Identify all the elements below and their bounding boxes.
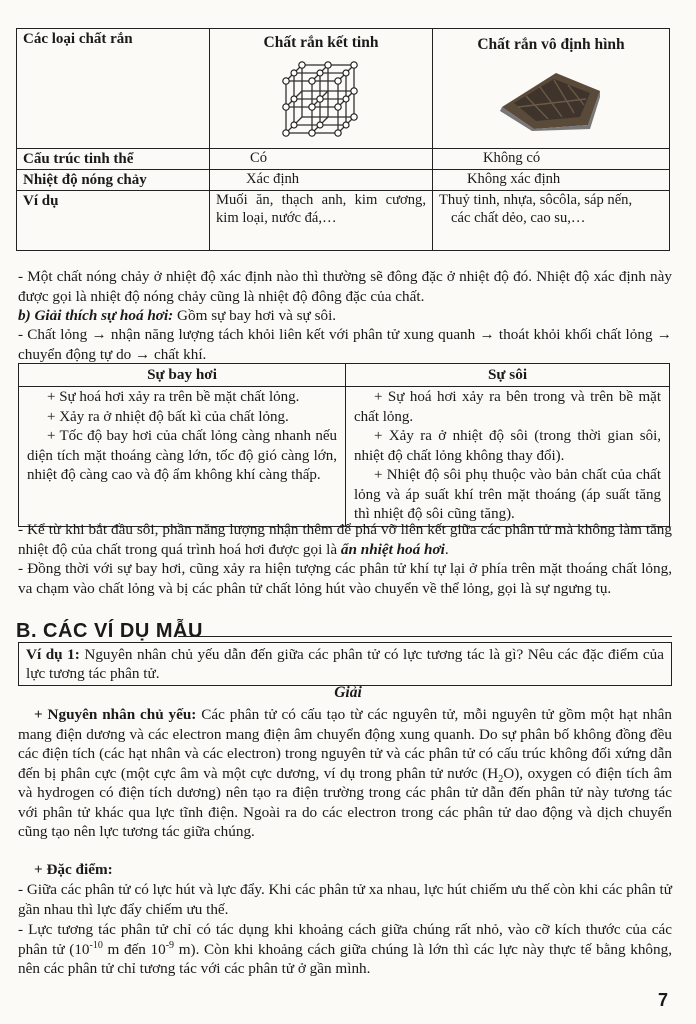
cause-paragraph — [18, 705, 672, 842]
melting-paragraph: - Một chất nóng chảy ở nhiệt độ xác định nào thì thường sẽ đông đặc ở nhiệt độ đó. Nhiệt độ xác định này được gọi là nhiệt độ nóng chảy cũng là nhiệt độ đông đặc của chất. — [18, 268, 672, 305]
solid-types-table — [16, 28, 670, 251]
section-title: B. CÁC VÍ DỤ MẪU — [16, 620, 203, 642]
features-paragraph-2 — [18, 920, 672, 979]
cause-text-b: O), oxygen có điện tích âm và hydrogen có điện tích dương) nên tạo ra điện trường trong các phân tử dẫn đến phân tử này tương tác với phân tử khác qua lực tĩnh điện. Ngoài ra do các electron trong các phân tử dao động và dịch chuyển cũng tạo nên lực tương tác giữa chúng. — [18, 764, 673, 840]
boiling-point-3: + Nhiệt độ sôi phụ thuộc vào bản chất của chất lỏng và áp suất khí trên mặt thoáng (áp suất tăng thì nhiệt độ sôi cũng tăng). — [354, 467, 661, 522]
boiling-header: Sự sôi — [346, 364, 670, 387]
section-divider — [178, 636, 672, 637]
features-heading: + Đặc điểm: — [34, 861, 113, 878]
example-1-box — [18, 642, 672, 686]
features-p2-a: - Lực tương tác phân tử chỉ có tác dụng khi khoảng cách giữa chúng rất nhỏ, vào cỡ kích thước của các phân tử (10 — [18, 921, 672, 958]
cause-heading: + Nguyên nhân chủ yếu: — [34, 706, 197, 723]
features-p2-b: m đến 10 — [102, 940, 166, 958]
features-paragraph-1: - Giữa các phân tử có lực hút và lực đẩy. Khi các phân tử xa nhau, lực hút chiếm ưu thế còn khi các phân tử gần nhau thì lực đẩy chiếm ưu thế. — [18, 881, 672, 918]
crystal-structure-value: Có — [210, 148, 433, 169]
crystal-melting-value: Xác định — [210, 170, 433, 191]
crystal-example-value: Muối ăn, thạch anh, kim cương, kim loại, nước đá,… — [210, 191, 433, 251]
latent-heat-term: ẩn nhiệt hoá hơi — [340, 540, 445, 558]
latent-heat-paragraph — [18, 520, 672, 559]
chocolate-image — [439, 67, 663, 137]
solution-heading: Giải — [334, 684, 362, 701]
vaporization-heading-paragraph — [18, 306, 672, 326]
latent-heat-text: - Kể từ khi bắt đầu sôi, phần năng lượng nhận thêm để phá vỡ liên kết giữa các phân tử mà không làm tăng nhiệt độ của chất trong quá trình hoá hơi được gọi là — [18, 521, 672, 558]
evaporation-boiling-table — [18, 363, 670, 527]
row-label-structure: Cấu trúc tinh thể — [17, 148, 210, 169]
amorphous-example-line2: các chất dẻo, cao su,… — [451, 210, 586, 227]
example-1-question: Nguyên nhân chủ yếu dẫn đến giữa các phân tử có lực tương tác là gì? Nêu các đặc điểm của lực tương tác phân tử. — [26, 646, 664, 682]
row-label-melting: Nhiệt độ nóng chảy — [17, 170, 210, 191]
amorphous-melting-value: Không xác định — [433, 170, 670, 191]
exponent-1: -10 — [89, 939, 103, 951]
boiling-cell — [346, 387, 670, 527]
page-number: 7 — [657, 990, 668, 1010]
liquid-to-gas-paragraph: - Chất lỏng → nhận năng lượng tách khỏi liên kết với phân tử xung quanh → thoát khỏi khối chất lỏng → chuyển động tự do → chất khí. — [18, 326, 672, 363]
amorphous-example-line1: Thuỷ tinh, nhựa, sôcôla, sáp nến, — [439, 192, 633, 209]
boiling-point-1: + Sự hoá hơi xảy ra bên trong và trên bề mặt chất lỏng. — [354, 389, 661, 425]
features-p2-c: m). Còn khi khoảng cách giữa chúng là lớn thì các lực này thực tế bằng không, nên các phân tử chỉ tương tác với các phân tử ở gần mình. — [18, 940, 673, 977]
evaporation-point-2: + Xảy ra ở nhiệt độ bất kì của chất lỏng. — [47, 408, 289, 425]
evaporation-point-3: + Tốc độ bay hơi của chất lỏng càng nhanh nếu diện tích mặt thoáng càng lớn, tốc độ gió càng lớn, nhiệt độ càng cao và độ ẩm không khí càng thấp. — [27, 428, 337, 483]
water-subscript: 2 — [498, 773, 504, 785]
evaporation-cell — [19, 387, 346, 527]
vaporization-intro: Gồm sự bay hơi và sự sôi. — [173, 307, 337, 324]
crystal-lattice-icon — [280, 59, 362, 141]
exponent-2: -9 — [165, 939, 175, 951]
cause-text-a: Các phân tử có cấu tạo từ các nguyên tử, mỗi nguyên tử gồm một hạt nhân mang điện dương và các electron mang điện âm chuyển động xung quanh. Do sự phân bố không đồng đều các điện tích (các hạt nhân và các electron) trong nguyên tử và các phân tử có cấu trúc không đối xứng dẫn đến bị phân cực (một cực âm và một cực dương, ví dụ trong phân tử nước (H — [18, 706, 672, 782]
row-label-example: Ví dụ — [17, 191, 210, 251]
table-header-types: Các loại chất rắn — [17, 29, 210, 149]
crystal-header: Chất rắn kết tinh — [263, 34, 379, 51]
amorphous-structure-value: Không có — [433, 148, 670, 169]
crystal-lattice-image — [216, 59, 426, 147]
crystal-column — [210, 29, 433, 149]
vaporization-heading: b) Giải thích sự hoá hơi: — [18, 307, 174, 324]
example-1-label: Ví dụ 1: — [26, 646, 80, 663]
latent-heat-end: . — [444, 540, 449, 558]
evaporation-point-1: + Sự hoá hơi xảy ra trên bề mặt chất lỏng. — [47, 389, 300, 405]
boiling-point-2: + Xảy ra ở nhiệt độ sôi (trong thời gian sôi, nhiệt độ chất lỏng không thay đổi). — [354, 428, 661, 464]
chocolate-bar-icon — [496, 67, 606, 131]
condensation-paragraph: - Đồng thời với sự bay hơi, cũng xảy ra hiện tượng các phân tử khí tự lại ở phía trên mặt thoáng chất lỏng, va chạm vào chất lỏng và bị các phân tử chất lỏng hút vào chuyển về thể lỏng, gọi là sự ngưng tụ. — [18, 560, 672, 597]
amorphous-example-value — [433, 191, 670, 251]
evaporation-header: Sự bay hơi — [19, 364, 346, 387]
amorphous-header: Chất rắn vô định hình — [477, 36, 625, 53]
amorphous-column — [433, 29, 670, 149]
